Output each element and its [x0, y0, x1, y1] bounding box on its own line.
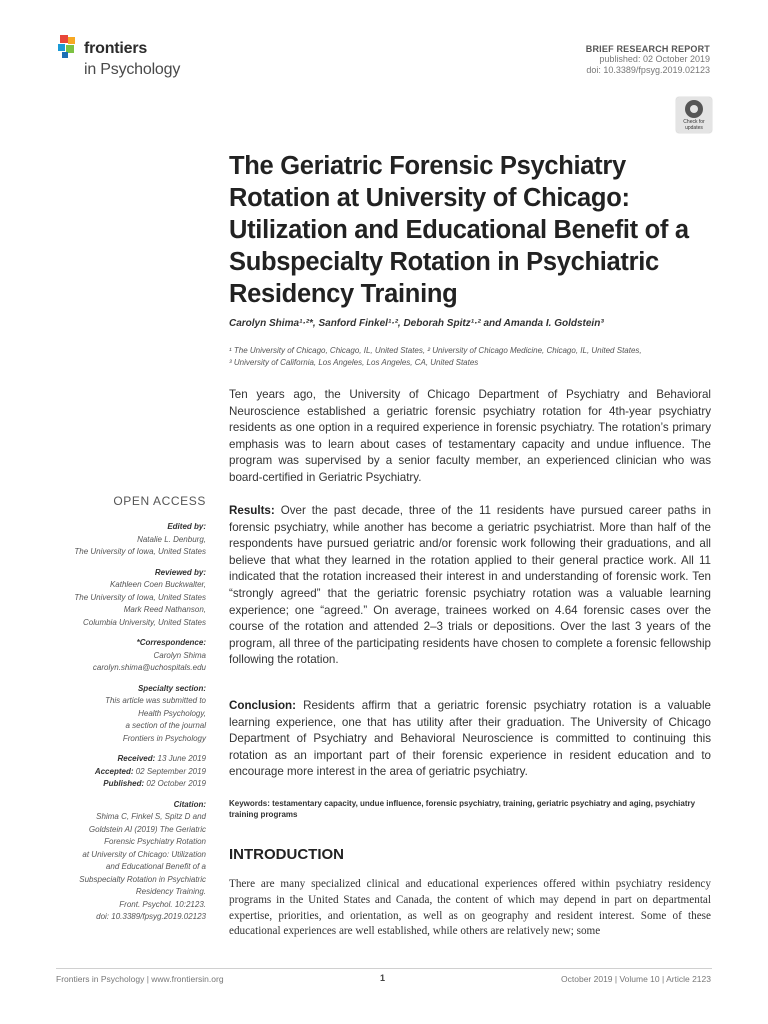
journal-name: in Psychology — [84, 61, 181, 78]
reviewer-affiliation: Columbia University, United States — [82, 617, 206, 627]
reviewer-affiliation: The University of Iowa, United States — [74, 592, 206, 602]
specialty-line: Frontiers in Psychology — [122, 733, 206, 743]
specialty-section-label: Specialty section: — [137, 683, 206, 693]
correspondence-email[interactable]: carolyn.shima@uchospitals.edu — [92, 663, 206, 672]
editor-name: Natalie L. Denburg, — [137, 534, 206, 544]
article-doi[interactable]: doi: 10.3389/fpsyg.2019.02123 — [586, 65, 710, 75]
citation-line[interactable]: doi: 10.3389/fpsyg.2019.02123 — [96, 912, 206, 921]
citation-line: Front. Psychol. 10:2123. — [119, 899, 206, 909]
section-heading-introduction: INTRODUCTION — [229, 846, 344, 863]
footer-journal-link[interactable]: Frontiers in Psychology | www.frontiersin.org — [56, 974, 224, 984]
check-updates-label: Check for updates — [683, 119, 705, 131]
citation-line: Shima C, Finkel S, Spitz D and — [96, 812, 206, 821]
reviewed-by-label: Reviewed by: — [154, 567, 206, 577]
specialty-line: a section of the journal — [125, 721, 206, 730]
footer-issue-info: October 2019 | Volume 10 | Article 2123 — [561, 974, 711, 984]
reviewer-name: Kathleen Coen Buckwalter, — [109, 580, 206, 589]
citation-label: Citation: — [173, 799, 206, 809]
conclusion-label: Conclusion: — [229, 699, 296, 712]
affiliations — [229, 345, 719, 369]
introduction-text: There are many specialized clinical and educational experiences offered within psychiatry residency programs in the United States and Canada, the content of which may depend in part on departmental expertise, priorities, and orientation, as well as on geography and resident interest. Some of these educational experiences are well established, while others are relatively new; some — [229, 878, 711, 938]
article-type: BRIEF RESEARCH REPORT — [585, 44, 710, 54]
open-access-label: OPEN ACCESS — [113, 494, 206, 508]
correspondence-name: Carolyn Shima — [153, 650, 206, 660]
article-title: The Geriatric Forensic Psychiatry Rotation at University of Chicago: Utilization and Educational Benefit of a Subspecialty Rotation in Psychiatric Residency Training — [229, 152, 689, 308]
keywords: Keywords: testamentary capacity, undue influence, forensic psychiatry, training, geriatric psychiatry and aging, psychiatry training programs — [229, 799, 696, 819]
frontiers-logo-icon — [56, 34, 82, 60]
conclusion-text: Residents affirm that a geriatric forensic psychiatry rotation is a valuable learning experience, one that has utility after their graduation. The University of Chicago Department of Psychiatry and Behavioral Neuroscience is committed to continuing this rotation as an important part of their forensic experience in resident education and to encourage more interest in the area of geriatric psychiatry. — [229, 699, 711, 779]
published-date-sidebar: Published: 02 October 2019 — [103, 779, 206, 788]
journal-logo[interactable] — [56, 34, 236, 84]
received-date: Received: 13 June 2019 — [117, 754, 206, 763]
citation-line: Forensic Psychiatry Rotation — [104, 837, 206, 846]
reviewer-name: Mark Reed Nathanson, — [123, 605, 206, 614]
correspondence-label: *Correspondence: — [136, 638, 206, 647]
citation-line: Residency Training. — [135, 887, 206, 896]
specialty-line: This article was submitted to — [105, 696, 206, 705]
article-info-sidebar — [40, 521, 206, 924]
crossmark-icon — [685, 100, 703, 118]
accepted-date: Accepted: 02 September 2019 — [94, 766, 206, 776]
specialty-line: Health Psychology, — [138, 708, 206, 718]
citation-line: at University of Chicago: Utilization — [82, 849, 206, 859]
edited-by-label: Edited by: — [167, 522, 206, 531]
results-label: Results: — [229, 504, 275, 517]
citation-line: and Educational Benefit of a — [105, 862, 206, 871]
article-meta — [450, 44, 710, 76]
results-text: Over the past decade, three of the 11 residents have pursued career paths in forensic psychiatry, while another has become a geriatric psychiatrist. More than half of the respondents have pursued geriatric and/or forensic work following their graduations, and all believe that what they learned in the rotation applied to their general practice work. All 11 indicated that the rotation increased their interest in and understanding of forensic work. Ten “strongly agreed” that the geriatric forensic psychiatry rotation was a valuable learning experience; one “agreed.” On average, trainees worked on 4.64 forensic cases over the course of the rotation and attended 2–3 trials or depositions. Over the last 3 years of the program, all three of the participating residents have chosen to complete a forensic fellowship following the rotation. — [229, 504, 711, 667]
abstract-intro: Ten years ago, the University of Chicago Department of Psychiatry and Behavioral Neuroscience established a geriatric forensic psychiatry rotation for 4th-year psychiatry residents as one option in a required experience in forensic psychiatry. The rotation’s primary emphasis was to learn about cases of testamentary capacity and undue influence. The program was supervised by a senior faculty member, an experienced clinician who was board-certified in Geriatric Psychiatry. — [229, 388, 711, 484]
brand-name: frontiers — [84, 40, 148, 57]
published-date: published: 02 October 2019 — [599, 54, 710, 64]
affiliation-line: ³ University of California, Los Angeles, Los Angeles, CA, United States — [229, 358, 479, 367]
citation-line: Goldstein AI (2019) The Geriatric — [88, 824, 206, 834]
editor-affiliation: The University of Iowa, United States — [74, 547, 206, 556]
footer-divider — [56, 968, 712, 969]
author-list: Carolyn Shima¹·²*, Sanford Finkel¹·², Deborah Spitz¹·² and Amanda I. Goldstein³ — [229, 318, 604, 329]
abstract-conclusion — [229, 698, 711, 781]
citation-line: Subspecialty Rotation in Psychiatric — [79, 874, 206, 884]
page-number: 1 — [380, 973, 386, 983]
check-for-updates-button[interactable] — [676, 97, 712, 133]
abstract-results — [229, 503, 711, 669]
affiliation-line: ¹ The University of Chicago, Chicago, IL, United States, ² University of Chicago Medicine, Chicago, IL, United States, — [229, 346, 642, 355]
